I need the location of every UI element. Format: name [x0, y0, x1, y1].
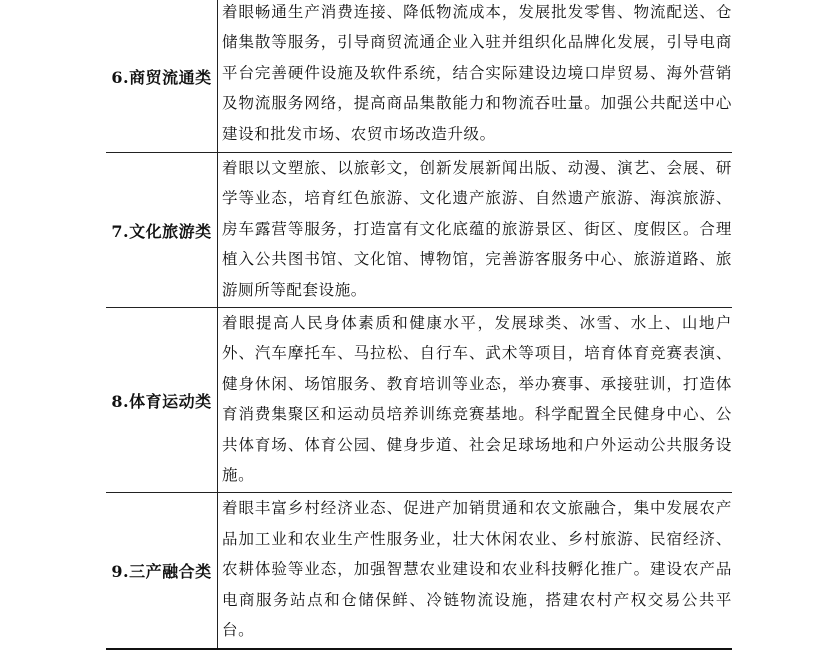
- category-label: 7.文化旅游类: [106, 153, 218, 308]
- table-row-sports: [106, 308, 732, 493]
- category-description-cell: [218, 153, 733, 308]
- category-label: 6.商贸流通类: [106, 0, 218, 153]
- table-row-commerce: [106, 0, 732, 153]
- category-label: 8.体育运动类: [106, 308, 218, 493]
- industry-category-table: [106, 0, 732, 650]
- table-row-industry-integration: [106, 493, 732, 649]
- category-description: 着眼以文塑旅、以旅彰文，创新发展新闻出版、动漫、演艺、会展、研学等业态，培育红色旅游、文化遗产旅游、自然遗产旅游、海滨旅游、房车露营等服务，打造富有文化底蕴的旅游景区、街区、度假区。合理植入公共图书馆、文化馆、博物馆，完善游客服务中心、旅游道路、旅游厕所等配套设施。: [222, 159, 732, 299]
- category-description: 着眼丰富乡村经济业态、促进产加销贯通和农文旅融合，集中发展农产品加工业和农业生产性服务业，壮大休闲农业、乡村旅游、民宿经济、农耕体验等业态，加强智慧农业建设和农业科技孵化推广。建设农产品电商服务站点和仓储保鲜、冷链物流设施，搭建农村产权交易公共平台。: [222, 499, 732, 640]
- table-row-culture-tourism: [106, 153, 732, 308]
- category-description-cell: [218, 0, 733, 153]
- category-label: 9.三产融合类: [106, 493, 218, 649]
- category-description-cell: [218, 308, 733, 493]
- category-description: 着眼畅通生产消费连接、降低物流成本，发展批发零售、物流配送、仓储集散等服务，引导商贸流通企业入驻并组织化品牌化发展，引导电商平台完善硬件设施及软件系统，结合实际建设边境口岸贸易、海外营销及物流服务网络，提高商品集散能力和物流吞吐量。加强公共配送中心建设和批发市场、农贸市场改造升级。: [222, 2, 732, 143]
- category-description-cell: [218, 493, 733, 649]
- category-description: 着眼提高人民身体素质和健康水平，发展球类、冰雪、水上、山地户外、汽车摩托车、马拉松、自行车、武术等项目，培育体育竞赛表演、健身休闲、场馆服务、教育培训等业态，举办赛事、承接驻训，打造体育消费集聚区和运动员培养训练竞赛基地。科学配置全民健身中心、公共体育场、体育公园、健身步道、社会足球场地和户外运动公共服务设施。: [222, 314, 732, 485]
